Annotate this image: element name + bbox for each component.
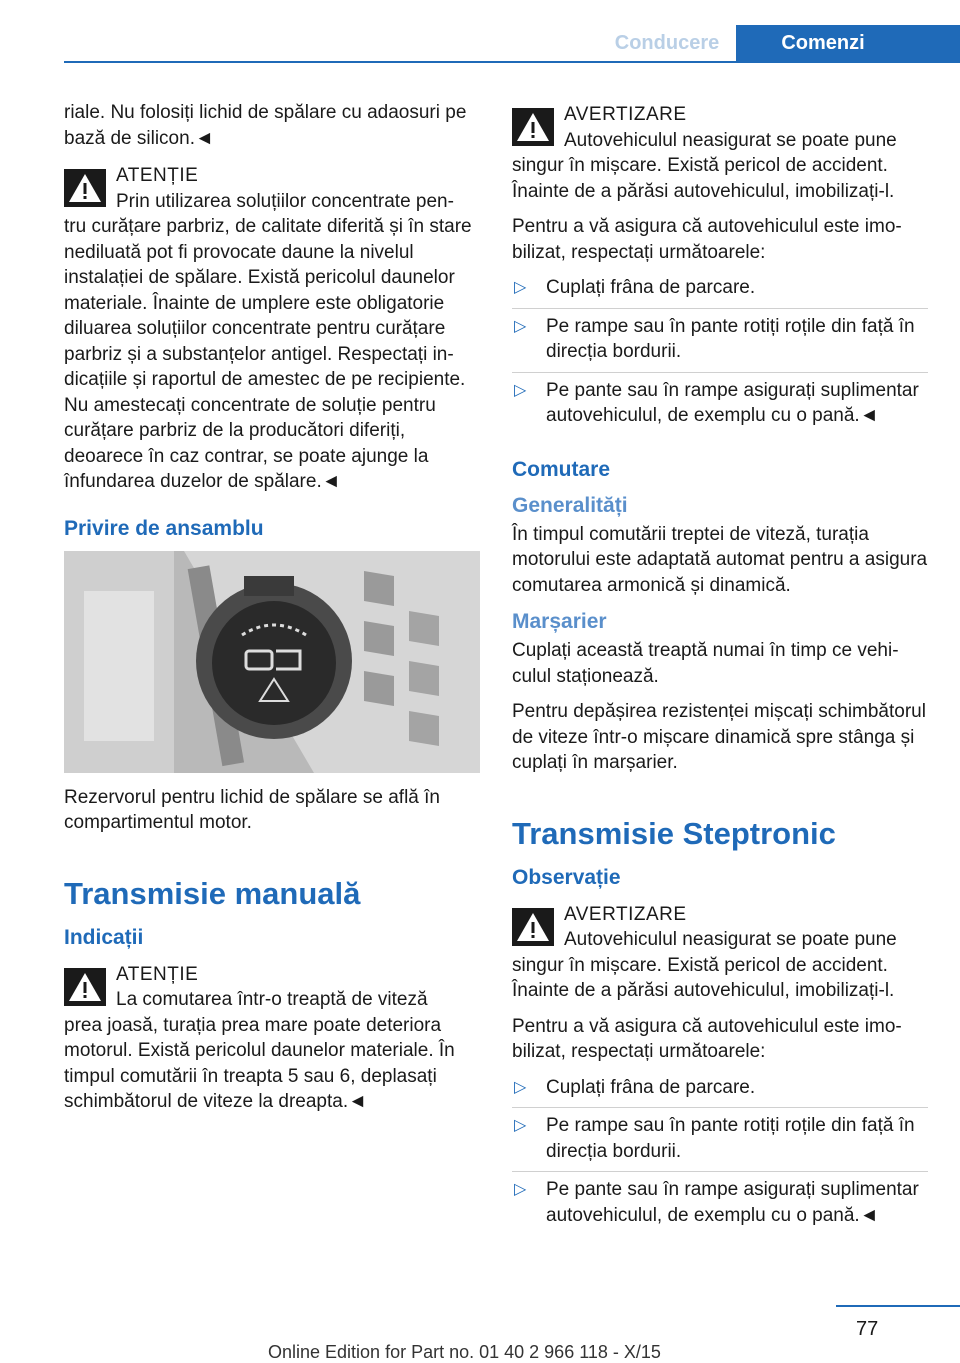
warning-text-first: Autovehiculul neasigurat se poate pune [564, 929, 897, 950]
warning-triangle-icon [64, 968, 106, 1006]
heading-marsarier: Marșarier [512, 610, 607, 633]
warning-label: ATENȚIE [116, 963, 199, 985]
triangle-bullet-icon: ▷ [514, 1181, 527, 1198]
footer-divider [836, 1305, 960, 1307]
heading-generalitati: Generalități [512, 493, 628, 517]
page-number: 77 [856, 1318, 879, 1340]
secure-list-1 [512, 275, 928, 436]
triangle-bullet-icon: ▷ [514, 317, 527, 335]
triangle-bullet-icon: ▷ [514, 279, 527, 296]
warning-text: singur în mișcare. Există pericol de accident. Înainte de a părăsi autovehiculul, imobilizați-l. [512, 155, 895, 202]
heading-transmisie-manuala: Transmisie manuală [64, 875, 361, 911]
list-item: ▷ Pe rampe sau în pante rotiți roțile din față în direcția bordurii. [512, 1113, 928, 1172]
warning-avertizare-1 [512, 102, 928, 204]
warning-atentie-gear [64, 962, 480, 1115]
paragraph-generalitati: În timpul comutării treptei de viteză, turația motorului este adaptată automat pentru a asigura comutarea armonică și dinamică. [512, 523, 928, 596]
list-item: ▷ Cuplați frâna de parcare. [512, 275, 928, 309]
triangle-bullet-icon: ▷ [514, 381, 527, 399]
warning-avertizare-2 [512, 902, 928, 1004]
warning-text-first: Autovehiculul neasigurat se poate pune [564, 129, 897, 151]
warning-label: ATENȚIE [116, 165, 199, 186]
warning-label: AVERTIZARE [564, 104, 687, 125]
header-divider [64, 61, 960, 63]
paragraph-marsarier-1: Cuplați această treaptă numai în timp ce vehiculul staționează. [512, 640, 899, 687]
triangle-bullet-icon: ▷ [514, 1078, 527, 1096]
triangle-bullet-icon: ▷ [514, 1117, 527, 1134]
page-header [0, 0, 960, 62]
warning-text-first: Prin utilizarea soluțiilor concentrate pen- [116, 190, 454, 212]
left-column [64, 100, 480, 1125]
warning-label: AVERTIZARE [564, 903, 687, 925]
paragraph-marsarier-2: Pentru depășirea rezistenței mișcați schimbătorul de viteze într-o mișcare dinamică spre stânga și cuplați în marșarier. [512, 701, 926, 773]
paragraph-secure-1: Pentru a vă asigura că autovehiculul este imobilizat, respectați următoarele: [512, 216, 902, 263]
right-column [512, 100, 928, 1240]
warning-text-first: La comutarea într-o treaptă de viteză [116, 989, 428, 1010]
warning-triangle-icon [512, 908, 554, 946]
warning-atentie-washer [64, 163, 480, 495]
heading-observatie: Observație [512, 865, 621, 889]
heading-indicatii: Indicații [64, 925, 144, 949]
tab-comenzi[interactable]: Comenzi [736, 25, 960, 61]
list-item: ▷ Pe rampe sau în pante rotiți roțile din față în direcția bordurii. [512, 314, 928, 373]
tab-conducere[interactable]: Conducere [614, 31, 720, 54]
warning-text: singur în mișcare. Există pericol de accident. Înainte de a părăsi autovehiculul, imobilizați-l. [512, 954, 895, 1001]
list-item: ▷ Pe pante sau în rampe asigurați suplimentar autovehiculul, de exemplu cu o pană.◄ [514, 1179, 919, 1226]
list-item: ▷ Cuplați frâna de parcare. [512, 1075, 928, 1109]
washer-reservoir-photo [64, 551, 480, 773]
heading-transmisie-steptronic: Transmisie Steptronic [512, 815, 836, 851]
warning-text: prea joasă, turația prea mare poate deteriora motorul. Există pericolul daunelor materiale. În timpul comutării în treapta 5 sau 6, deplasați schimbătorul de viteze la dreapta.◄ [64, 1014, 455, 1112]
paragraph-secure-2: Pentru a vă asigura că autovehiculul este imobilizat, respectați următoarele: [512, 1015, 902, 1062]
heading-privire-ansamblu: Privire de ansamblu [64, 516, 264, 540]
edition-footer: Online Edition for Part no. 01 40 2 966 118 - X/15 [268, 1342, 661, 1362]
secure-list-2 [512, 1075, 928, 1236]
list-item: ▷ Pe pante sau în rampe asigurați suplimentar autovehiculul, de exemplu cu o pană.◄ [514, 379, 919, 426]
warning-text: tru curățare parbriz, de calitate diferită și în stare nediluată pot fi provocate daune la nivelul instalației de spălare. Există pericolul daunelor materiale. Înainte de umplere este obligatorie diluarea soluțiilor concentrate pentru curățare parbriz și a substanțelor antigel. Respectați indicațiile și raportul de amestec de pe recipiente. Nu amestecați concentrate de soluție pentru curățare parbriz de la producători diferiți, deoarece în caz contrar, se poate ajunge la înfundarea duzelor de spălare.◄ [64, 216, 472, 492]
photo-caption: Rezervorul pentru lichid de spălare se află în compartimentul motor. [64, 786, 440, 833]
warning-triangle-icon [512, 108, 554, 146]
warning-triangle-icon [64, 169, 106, 207]
heading-comutare: Comutare [512, 457, 611, 481]
paragraph-silicon: riale. Nu folosiți lichid de spălare cu adaosuri pe bază de silicon.◄ [64, 102, 467, 149]
